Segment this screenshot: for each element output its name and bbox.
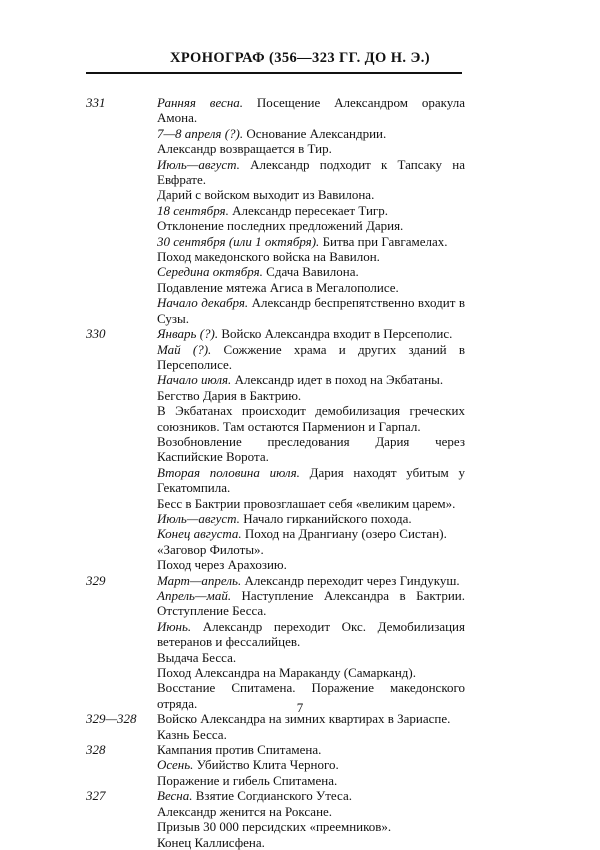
entry-text: Поход через Арахозию. (157, 557, 287, 573)
chronology-entry (157, 249, 465, 264)
entry-date: Середина октября. (157, 264, 263, 280)
chronology-entry (157, 757, 465, 772)
chronology-entry (157, 203, 465, 218)
year-label: 327 (86, 788, 106, 804)
chronology-entry (157, 95, 465, 126)
year-label: 328 (86, 742, 106, 758)
year-group (0, 742, 600, 788)
chronology-entry (157, 588, 465, 619)
entry-date: Конец августа. (157, 526, 242, 542)
entry-text: В Экбатанах происходит демобилизация греческих союзников. Там остаются Парменион и Гарпал. (157, 403, 465, 434)
entry-date: 7—8 апреля (?). (157, 125, 244, 141)
year-group (0, 788, 600, 850)
entry-text: Александр переходит Окс. Демобилизация ветеранов и фессалийцев. (157, 618, 465, 650)
entry-date: Начало декабря. (157, 295, 249, 311)
entry-text: Начало гирканийского похода. (239, 510, 412, 526)
chronology-entry (157, 465, 465, 496)
entry-text: Дария находят убитым у Гекатомпила. (157, 464, 465, 496)
year-label: 330 (86, 326, 106, 342)
year-group (0, 95, 600, 326)
entry-text: Сдача Вавилона. (262, 264, 359, 280)
chronology-entry (157, 187, 465, 202)
entry-text: Выдача Бесса. (157, 649, 237, 665)
chronology-entry (157, 511, 465, 526)
chronology-entry (157, 619, 465, 650)
entry-text: Поход македонского войска на Вавилон. (157, 249, 380, 265)
year-label: 331 (86, 95, 106, 110)
entry-text: Взятие Согдианского Утеса. (192, 788, 352, 804)
page-title: ХРОНОГРАФ (356—323 ГГ. ДО Н. Э.) (170, 50, 430, 66)
entry-text: Войско Александра на зимних квартирах в Зариаспе. (157, 711, 451, 727)
entry-date: 30 сентября (или 1 октября). (157, 233, 320, 249)
entry-text: Наступление Александра в Бактрии. Отступление Бесса. (157, 588, 465, 619)
entry-text: Александр возвращается в Тир. (157, 141, 332, 157)
chronology-entry (157, 326, 465, 341)
entry-date: Январь (?). (157, 326, 219, 342)
year-group (0, 326, 600, 573)
entry-date: Июль—август. (157, 156, 240, 172)
entry-date: Июнь. (157, 618, 192, 634)
entry-text: Казнь Бесса. (157, 726, 227, 742)
entry-text: Александр переходит через Гиндукуш. (241, 572, 460, 588)
entry-text: Поход Александра на Мараканду (Самарканд). (157, 665, 416, 681)
entry-text: Отклонение последних предложений Дария. (157, 218, 404, 234)
entry-text: Кампания против Спитамена. (157, 742, 322, 758)
entry-text: Поход на Дрангиану (озеро Систан). (241, 526, 447, 542)
entry-text: Основание Александрии. (243, 125, 387, 141)
chronology-entry (157, 727, 465, 742)
entry-text: Подавление мятежа Агиса в Мегалополисе. (157, 279, 399, 295)
title-rule (86, 72, 462, 74)
year-group (0, 573, 600, 712)
entry-date: Июль—август. (157, 510, 240, 526)
chronology-entry (157, 665, 465, 680)
chronology-entry (157, 141, 465, 156)
chronology-entry (157, 280, 465, 295)
entry-date: Март—апрель. (157, 572, 242, 588)
entry-text: Бегство Дария в Бактрию. (157, 387, 302, 403)
entry-date: 18 сентября. (157, 202, 229, 218)
entry-text: Александр беспрепятственно входит в Сузы. (157, 295, 465, 326)
chronology-entry (157, 496, 465, 511)
entry-text: Александр женится на Роксане. (157, 803, 333, 819)
year-label: 329 (86, 572, 106, 588)
entry-text: Александр подходит к Тапсаку на Евфрате. (157, 156, 465, 188)
entry-text: Александр пересекает Тигр. (228, 202, 389, 218)
entry-date: Вторая половина июля. (157, 464, 300, 480)
chronology-entry (157, 573, 465, 588)
chronology-entry (157, 434, 465, 465)
chronology-entry (157, 264, 465, 279)
entry-text: Призыв 30 000 персидских «преемников». (157, 819, 392, 835)
chronology-entry (157, 557, 465, 572)
chronology-entries (0, 95, 600, 850)
chronology-entry (157, 788, 465, 803)
chronology-entry (157, 234, 465, 249)
chronology-entry (157, 650, 465, 665)
entry-text: Поражение и гибель Спитамена. (157, 772, 338, 788)
entry-text: «Заговор Филоты». (157, 541, 264, 557)
chronology-entry (157, 835, 465, 850)
chronology-entry (157, 372, 465, 387)
entry-text: Битва при Гавгамелах. (319, 233, 448, 249)
entry-text: Войско Александра входит в Персеполис. (218, 326, 453, 342)
chronology-entry (157, 295, 465, 326)
chronology-entry (157, 526, 465, 541)
chronology-entry (157, 388, 465, 403)
entry-text: Бесс в Бактрии провозглашает себя «великим царем». (157, 495, 456, 511)
entry-date: Ранняя весна. (157, 95, 244, 110)
chronology-entry (157, 804, 465, 819)
chronology-entry (157, 403, 465, 434)
entry-text: Восстание Спитамена. Поражение македонского отряда. (157, 680, 465, 711)
entry-text: Посещение Александром оракула Амона. (157, 95, 465, 126)
chronology-entry (157, 157, 465, 188)
entry-date: Весна. (157, 788, 193, 804)
entry-date: Осень. (157, 757, 194, 773)
chronology-entry (157, 218, 465, 233)
chronology-entry (157, 773, 465, 788)
entry-text: Убийство Клита Черного. (193, 757, 339, 773)
chronology-entry (157, 542, 465, 557)
chronology-entry (157, 126, 465, 141)
chronology-entry (157, 342, 465, 373)
entry-text: Дарий с войском выходит из Вавилона. (157, 187, 375, 203)
chronology-entry (157, 819, 465, 834)
entry-date: Апрель—май. (157, 588, 232, 603)
year-label: 329—328 (86, 711, 137, 727)
entry-date: Май (?). (157, 341, 212, 357)
entry-text: Сожжение храма и других зданий в Персеполисе. (157, 341, 465, 372)
entry-text: Конец Каллисфена. (157, 834, 265, 850)
entry-date: Начало июля. (157, 372, 232, 388)
page-number: 7 (296, 700, 304, 715)
entry-text: Возобновление преследования Дария через Каспийские Ворота. (157, 433, 465, 465)
entry-text: Александр идет в поход на Экбатаны. (231, 372, 444, 388)
